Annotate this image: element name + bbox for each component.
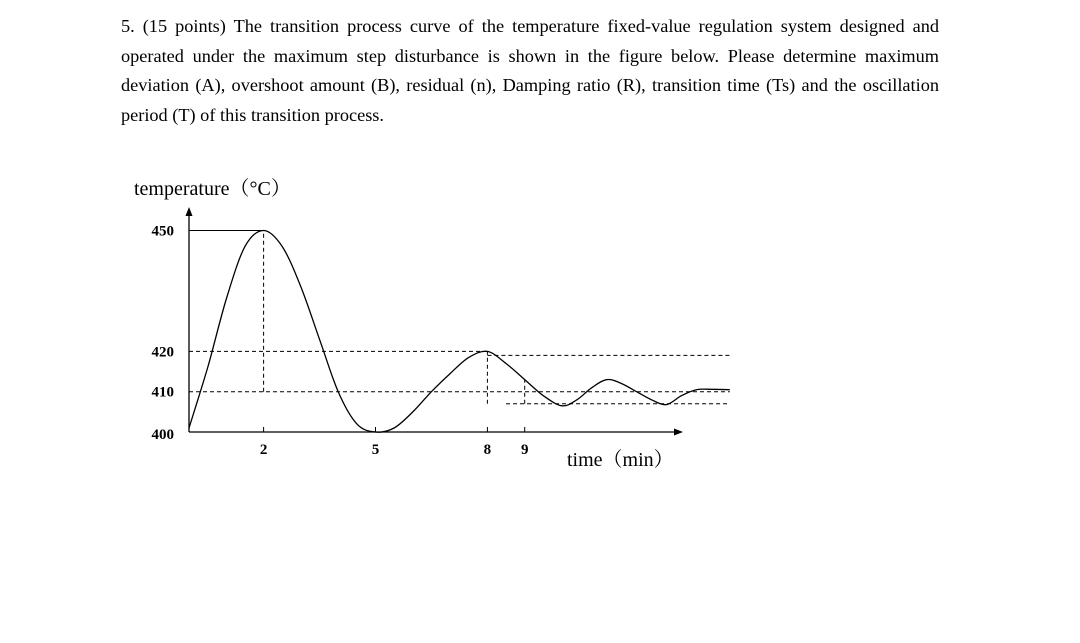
- y-tick-label: 450: [151, 223, 174, 240]
- series-line: [189, 231, 730, 433]
- y-tick-label: 420: [151, 344, 174, 361]
- question-text: 5. (15 points) The transition process curve of the temperature fixed-value regulation system designed and operated under the maximum step disturbance is shown in the figure below. Please determine maximum deviation (A), overshoot amount (B), residual (n), Damping ratio (R), transition time (Ts) and the oscillation period (T) of this transition process.: [121, 16, 939, 125]
- response-curve: [189, 231, 730, 433]
- x-tick-label: 9: [520, 442, 529, 458]
- x-tick-label: 2: [259, 442, 268, 458]
- x-tick-label: 8: [483, 442, 492, 458]
- reference-lines: [189, 231, 730, 404]
- x-axis-label: time（min）: [567, 449, 674, 471]
- tick-labels: [152, 224, 529, 459]
- x-tick-label: 5: [371, 442, 380, 458]
- axes: [186, 207, 684, 436]
- y-axis-label: temperature（°C）: [134, 178, 291, 200]
- y-axis-arrow: [186, 207, 193, 216]
- y-tick-label: 400: [151, 427, 174, 443]
- y-tick-label: 410: [151, 384, 174, 401]
- x-axis-arrow: [674, 429, 683, 436]
